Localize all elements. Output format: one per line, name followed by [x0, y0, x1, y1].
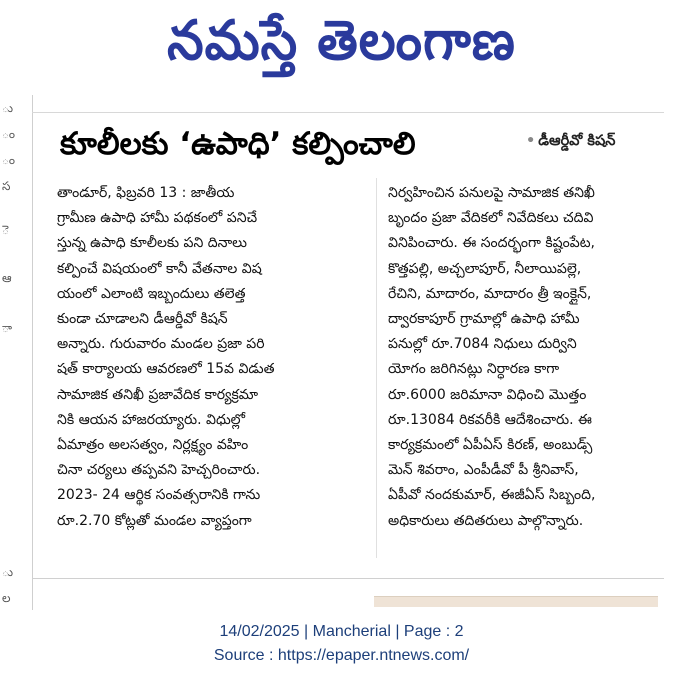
text-line: స్తున్న ఉపాధి కూలీలకు పని దినాలు [57, 235, 247, 252]
article-byline [526, 133, 615, 153]
text-line: నికి ఆయన హాజరయ్యారు. విధుల్లో [57, 411, 246, 428]
edge-fragment: ం [2, 153, 16, 167]
text-line: చినా చర్యలు తప్పవని హెచ్చరించారు. [57, 462, 261, 479]
text-line: పనుల్లో రూ.7084 నిధులు దుర్విని [388, 336, 577, 353]
edge-fragment: ు [2, 101, 14, 115]
text-line: రేచిని, మాదారం, మాదారం త్రీ ఇంక్లైన్, [388, 285, 592, 302]
footer-source-line: Source : https://epaper.ntnews.com/ [213, 647, 470, 664]
column-divider [376, 178, 377, 558]
text-line: యంలో ఎలాంటి ఇబ్బందులు తలెత్త [57, 285, 246, 302]
byline-text: డీఆర్డీవో కిషన్ [538, 133, 616, 149]
edge-fragment: ల [2, 591, 11, 605]
article-column-right [388, 181, 665, 534]
text-line: కార్యక్రమంలో ఏపీఏస్ కిరణ్, అంబుడ్స్ [388, 437, 593, 454]
text-line: రూ.13084 రికవరీకి ఆదేశించారు. ఈ [388, 411, 592, 428]
article-column-left [57, 181, 367, 534]
edge-fragment: ా [2, 321, 13, 335]
text-line: మెన్ శివరాం, ఎంపీడీవో పీ శ్రీనివాస్, [388, 462, 579, 479]
text-line: సామాజిక తనిఖీ ప్రజావేదిక కార్యక్రమా [57, 386, 259, 403]
top-rule [32, 112, 664, 113]
text-line: కల్పించే విషయంలో కానీ వేతనాల విష [57, 260, 262, 277]
text-line: నిర్వహించిన పనులపై సామాజిక తనిఖీ [388, 185, 595, 201]
footer-edition-line: 14/02/2025 | Mancherial | Page : 2 [219, 623, 464, 640]
adjacent-column-edge [0, 95, 30, 615]
edge-fragment: ె [2, 223, 9, 237]
photo-fragment [374, 596, 658, 607]
masthead [0, 0, 683, 80]
text-line: రూ.6000 జరిమానా విధించి మొత్తం [388, 386, 587, 403]
text-line: ద్వారకాపూర్ గ్రామాల్లో ఉపాధి హామీ [388, 311, 580, 328]
text-line: గ్రామీణ ఉపాధి హామీ పథకంలో పనిచే [57, 210, 258, 227]
article-headline: కూలీలకు ‘ఉపాధి’ కల్పించాలి [60, 126, 416, 162]
text-line: తాండూర్, ఫిబ్రవరి 13 : జాతీయ [57, 185, 235, 201]
bullet-icon: • [526, 133, 536, 149]
text-line: అన్నారు. గురువారం మండల ప్రజా పరి [57, 336, 265, 353]
text-line: ఏపీవో నందకుమార్, ఈజీఏస్ సిబ్బంది, [388, 487, 596, 504]
text-line: రూ.2.70 కోట్లతో మండల వ్యాప్తంగా [57, 512, 252, 529]
text-line: కుండా చూడాలని డీఆర్డీవో కిషన్ [57, 311, 228, 328]
clipping-footer [0, 620, 683, 668]
text-line: బృందం ప్రజా వేదికలో నివేదికలు చదివి [388, 210, 594, 227]
text-line: వినిపించారు. ఈ సందర్భంగా కిష్టంపేట, [388, 235, 595, 252]
edge-fragment: స [2, 179, 11, 193]
text-line: 2023- 24 ఆర్థిక సంవత్సరానికి గాను [57, 487, 261, 504]
edge-fragment: ఆ [2, 271, 12, 285]
edge-fragment: ు [2, 565, 14, 579]
column-rule [32, 95, 33, 610]
text-line: యోగం జరిగినట్లు నిర్ధారణ కాగా [388, 361, 560, 378]
text-line: కొత్తపల్లి, అచ్చలాపూర్, నీలాయిపల్లె, [388, 260, 582, 277]
text-line: షత్ కార్యాలయ ఆవరణలో 15వ విడుత [57, 361, 275, 378]
edge-fragment: ం [2, 127, 16, 141]
text-line: అధికారులు తదితరులు పాల్గొన్నారు. [388, 512, 584, 529]
newspaper-logo: నమస్తే తెలంగాణ [167, 9, 516, 73]
bottom-rule [32, 578, 664, 579]
text-line: ఏమాత్రం అలసత్వం, నిర్లక్ష్యం వహిం [57, 437, 249, 454]
